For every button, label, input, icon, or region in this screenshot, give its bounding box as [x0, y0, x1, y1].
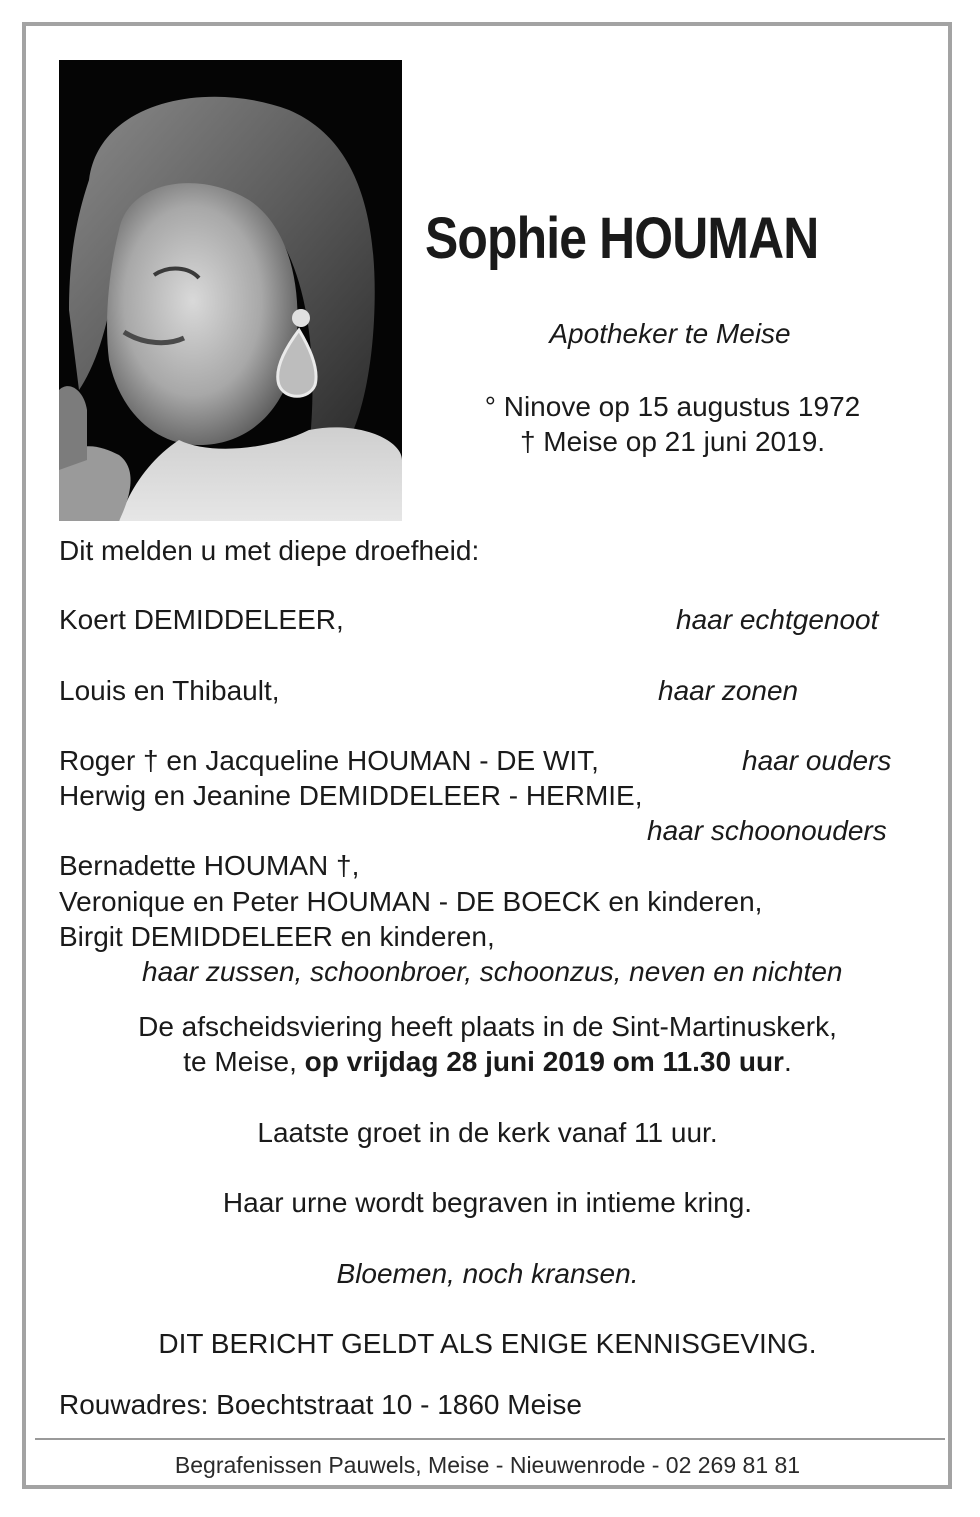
sibling-veronique: Veronique en Peter HOUMAN - DE BOECK en kinderen, — [59, 886, 763, 917]
portrait-photo — [59, 60, 402, 521]
ceremony-place: te Meise, — [183, 1046, 305, 1077]
sons-names: Louis en Thibault, — [59, 675, 280, 706]
spouse-relation: haar echtgenoot — [676, 604, 879, 635]
siblings-relation: haar zussen, schoonbroer, schoonzus, neven en nichten — [142, 956, 843, 987]
profession: Apotheker te Meise — [549, 318, 791, 349]
urn-note: Haar urne wordt begraven in intieme kring. — [222, 1187, 753, 1218]
spouse-name: Koert DEMIDDELEER, — [59, 604, 344, 635]
official-notice: DIT BERICHT GELDT ALS ENIGE KENNISGEVING. — [158, 1328, 817, 1359]
ceremony-line-1: De afscheidsviering heeft plaats in de Sint-Martinuskerk, — [138, 1011, 837, 1042]
sons-relation: haar zonen — [658, 675, 799, 706]
sibling-bernadette: Bernadette HOUMAN †, — [59, 850, 360, 881]
ceremony-period: . — [783, 1046, 792, 1077]
death-date: † Meise op 21 juni 2019. — [519, 426, 826, 457]
inlaws-names: Herwig en Jeanine DEMIDDELEER - HERMIE, — [59, 780, 643, 811]
life-dates — [420, 389, 925, 459]
ceremony-line-2 — [30, 1046, 945, 1078]
mourning-address: Rouwadres: Boechtstraat 10 - 1860 Meise — [59, 1389, 582, 1420]
last-greeting: Laatste groet in de kerk vanaf 11 uur. — [257, 1117, 718, 1148]
sibling-birgit: Birgit DEMIDDELEER en kinderen, — [59, 921, 495, 952]
birth-date: ° Ninove op 15 augustus 1972 — [484, 391, 861, 422]
parents-relation: haar ouders — [742, 745, 892, 776]
funeral-home-footer: Begrafenissen Pauwels, Meise - Nieuwenrode - 02 269 81 81 — [174, 1452, 801, 1478]
inlaws-relation: haar schoonouders — [647, 815, 887, 846]
deceased-name: Sophie HOUMAN — [425, 206, 819, 271]
flowers-note: Bloemen, noch kransen. — [336, 1258, 639, 1289]
footer-divider — [35, 1438, 945, 1440]
parents-names: Roger † en Jacqueline HOUMAN - DE WIT, — [59, 745, 599, 776]
ceremony-date-time: op vrijdag 28 juni 2019 om 11.30 uur — [304, 1046, 784, 1077]
intro-text: Dit melden u met diepe droefheid: — [59, 535, 480, 566]
